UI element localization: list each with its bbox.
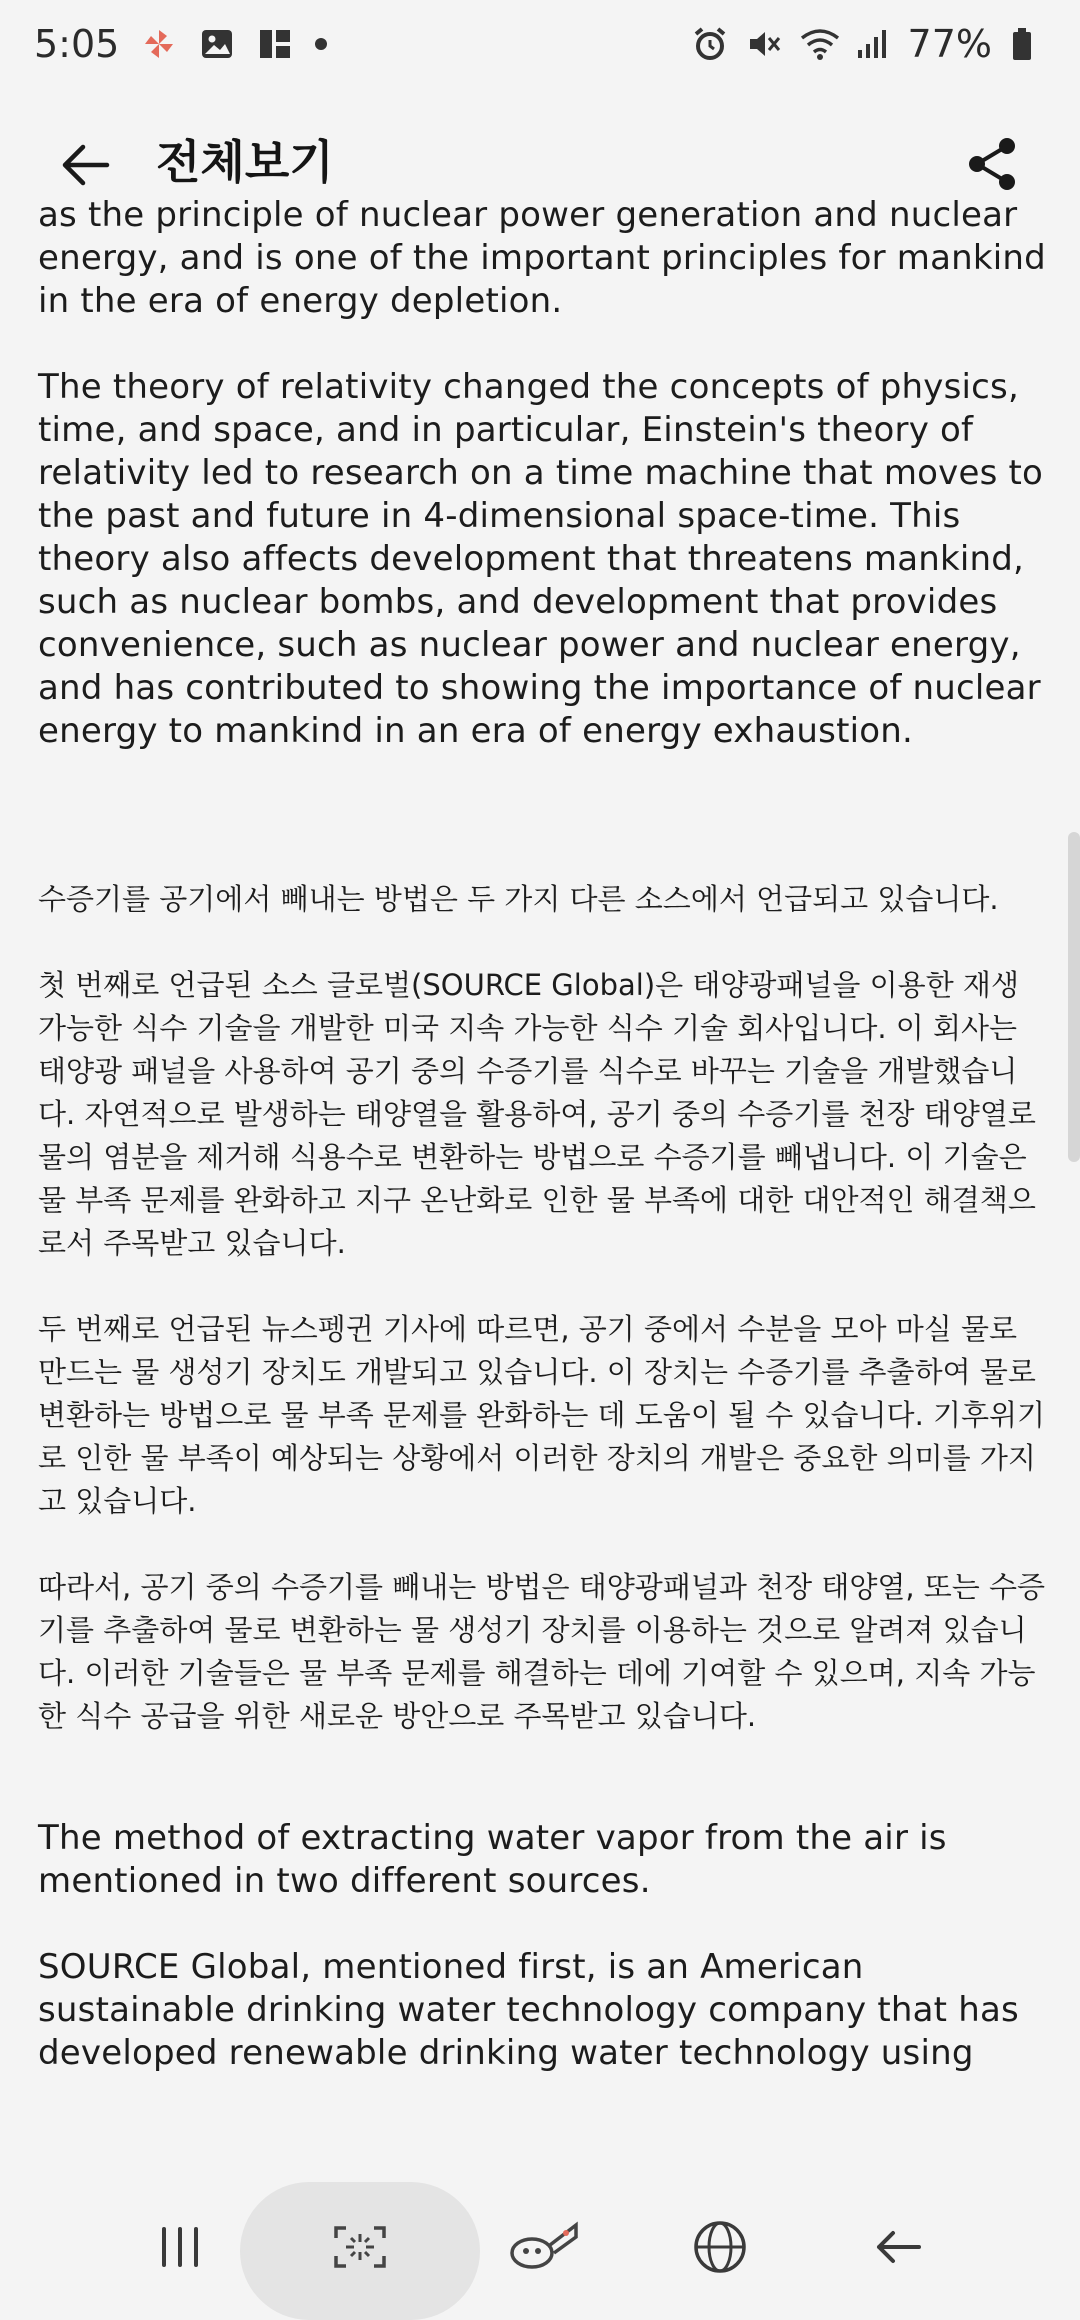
content-scroll-area[interactable] [0, 195, 1080, 2178]
assistant-icon [506, 2219, 582, 2275]
battery-icon [1010, 26, 1046, 62]
mute-icon [746, 26, 782, 62]
scrollbar[interactable] [1068, 832, 1080, 1162]
alarm-icon [692, 26, 728, 62]
content-body [38, 194, 1048, 2118]
back-nav-button[interactable] [838, 2178, 958, 2316]
paragraph: The theory of relativity changed the concepts of physics, time, and space, and in particular, Einstein's theory of relativity led to research on a time machine that moves to the past and future in 4-dimensional space-time. This theory also affects development that threatens mankind, such as nuclear bombs, and development that provides convenience, such as nuclear power and nuclear energy, and has contributed to showing the importance of nuclear energy to mankind in an era of energy exhaustion. [38, 367, 1044, 751]
grid-app-icon [257, 26, 293, 62]
paragraph: 첫 번째로 언급된 소스 글로벌(SOURCE Global)은 태양광패널을 이용한 재생 가능한 식수 기술을 개발한 미국 지속 가능한 식수 기술 회사입니다. 이 회사는 태양광 패널을 사용하여 공기 중의 수증기를 식수로 바꾸는 기술을 개발했습니다. 자연적으로 발생하는 태양열을 활용하여, 공기 중의 수증기를 천장 태양열로 물의 염분을 제거해 식용수로 변환하는 방법으로 수증기를 빼냅니다. 이 기술은 물 부족 문제를 완화하고 지구 온난화로 인한 물 부족에 대한 대안적인 해결책으로서 주목받고 있습니다. [38, 968, 1036, 1260]
recents-icon [155, 2225, 205, 2269]
recents-button[interactable] [120, 2178, 240, 2316]
browser-button[interactable] [660, 2178, 780, 2316]
battery-percent: 77% [907, 22, 992, 66]
paragraph: as the principle of nuclear power generation and nuclear energy, and is one of the important principles for mankind in the era of energy depletion. [38, 195, 1046, 321]
scan-icon [332, 2224, 388, 2270]
status-bar [0, 0, 1080, 96]
status-left [34, 22, 327, 66]
navigation-bar [0, 2178, 1080, 2316]
paragraph: 두 번째로 언급된 뉴스펭귄 기사에 따르면, 공기 중에서 수분을 모아 마실 물로 만드는 물 생성기 장치도 개발되고 있습니다. 이 장치는 수증기를 추출하여 물로 변환하는 방법으로 물 부족 문제를 완화하는 데 도움이 될 수 있습니다. 기후위기로 인한 물 부족이 예상되는 상황에서 이러한 장치의 개발은 중요한 의미를 가지고 있습니다. [38, 1312, 1046, 1518]
share-icon [966, 136, 1018, 192]
status-time: 5:05 [34, 22, 120, 66]
globe-icon [692, 2219, 748, 2275]
pinwheel-icon [141, 26, 177, 62]
scan-button[interactable] [300, 2178, 420, 2316]
notification-dot [315, 38, 327, 50]
paragraph: SOURCE Global, mentioned first, is an American sustainable drinking water technology company that has developed renewable drinking water technology using [38, 1947, 1019, 2073]
status-right [692, 22, 1046, 66]
arrow-left-icon [59, 143, 111, 187]
page-title: 전체보기 [156, 135, 334, 189]
paragraph: 수증기를 공기에서 빼내는 방법은 두 가지 다른 소스에서 언급되고 있습니다. [38, 882, 999, 916]
back-icon [873, 2228, 923, 2266]
paragraph: The method of extracting water vapor from the air is mentioned in two different sources. [38, 1818, 947, 1901]
back-button[interactable] [50, 130, 120, 200]
assistant-button[interactable] [484, 2178, 604, 2316]
wifi-icon [800, 26, 836, 62]
paragraph: 따라서, 공기 중의 수증기를 빼내는 방법은 태양광패널과 천장 태양열, 또는 수증기를 추출하여 물로 변환하는 물 생성기 장치를 이용하는 것으로 알려져 있습니다. 이러한 기술들은 물 부족 문제를 해결하는 데에 기여할 수 있으며, 지속 가능한 식수 공급을 위한 새로운 방안으로 주목받고 있습니다. [38, 1570, 1046, 1733]
signal-icon [854, 26, 890, 62]
gallery-icon [199, 26, 235, 62]
share-button[interactable] [954, 126, 1030, 202]
